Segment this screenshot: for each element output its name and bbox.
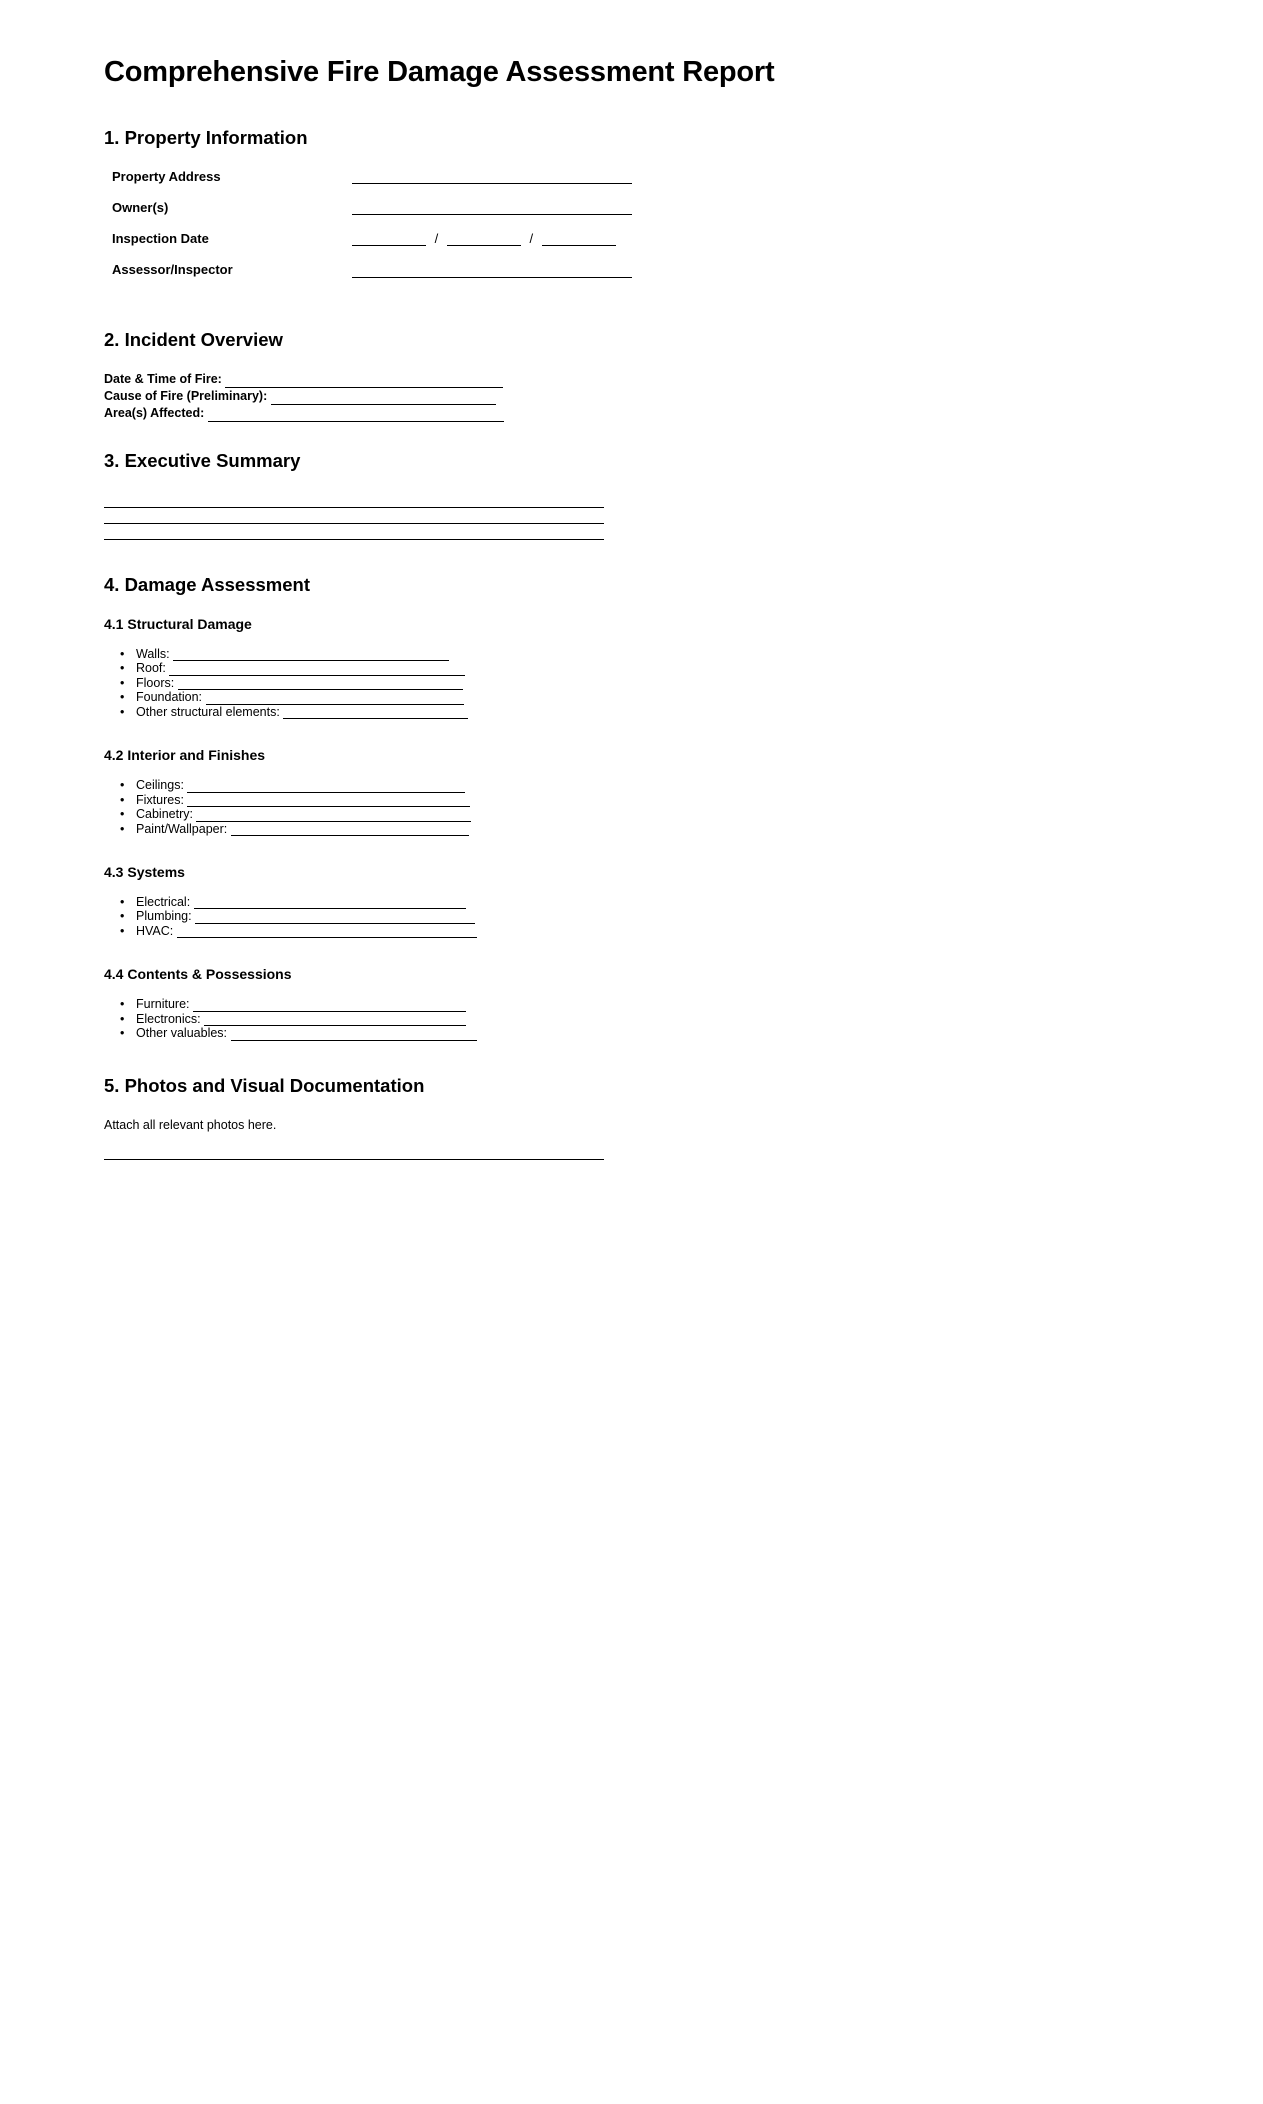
field-input-property-address[interactable] (352, 170, 792, 201)
subsection-heading-interior-and-finishes: 4.2 Interior and Finishes (104, 747, 266, 764)
interior-finishes-field-list (112, 778, 1163, 836)
field-label-foundation: Foundation: (136, 690, 203, 705)
subsection-structural-damage (104, 616, 1163, 719)
fill-rule[interactable] (187, 795, 470, 807)
fill-rule[interactable] (271, 392, 496, 405)
section-heading-incident-overview: 2. Incident Overview (104, 328, 283, 350)
footer-divider (104, 1159, 604, 1160)
subsection-systems (104, 864, 1163, 938)
list-item (112, 647, 1163, 662)
bullet-icon: • (120, 1026, 125, 1041)
field-date-time-of-fire (104, 371, 1163, 388)
field-label-paint-wallpaper: Paint/Wallpaper: (136, 821, 228, 836)
section-heading-damage-assessment: 4. Damage Assessment (104, 573, 311, 595)
list-item (112, 807, 1163, 822)
fill-rule[interactable] (196, 810, 471, 822)
list-item (112, 909, 1163, 924)
field-label-other-valuables: Other valuables: (136, 1026, 228, 1041)
field-label-hvac: HVAC: (136, 923, 174, 938)
field-input-inspection-date[interactable] (352, 232, 792, 263)
field-input-assessor-inspector[interactable] (352, 263, 792, 294)
field-label-furniture: Furniture: (136, 997, 190, 1012)
list-item (112, 822, 1163, 837)
subsection-contents-possessions (104, 966, 1163, 1040)
section-heading-executive-summary: 3. Executive Summary (104, 449, 301, 471)
section-incident-overview (104, 329, 1163, 422)
fill-rule[interactable] (195, 912, 475, 924)
table-row (112, 201, 792, 232)
list-item (112, 705, 1163, 720)
list-item (112, 997, 1163, 1012)
property-information-table (112, 170, 792, 295)
section-heading-property-information: 1. Property Information (104, 127, 308, 149)
bullet-icon: • (120, 704, 125, 719)
field-label-property-address: Property Address (112, 168, 221, 184)
bullet-icon: • (120, 675, 125, 690)
fill-rule[interactable] (193, 1000, 466, 1012)
table-row (112, 170, 792, 201)
bullet-icon: • (120, 1011, 125, 1026)
list-item (112, 895, 1163, 910)
fill-rule[interactable] (352, 170, 632, 184)
fill-rule[interactable] (169, 664, 465, 676)
blank-writing-line[interactable] (104, 508, 604, 524)
field-label-cabinetry: Cabinetry: (136, 807, 193, 821)
field-label-fixtures: Fixtures: (136, 792, 184, 807)
bullet-icon: • (120, 909, 125, 924)
fill-rule[interactable] (283, 707, 468, 719)
field-input-owners[interactable] (352, 201, 792, 232)
section-executive-summary (104, 450, 1163, 540)
blank-writing-line[interactable] (104, 492, 604, 508)
photos-instruction-text: Attach all relevant photos here. (104, 1117, 277, 1132)
field-label-electronics: Electronics: (136, 1011, 201, 1026)
bullet-icon: • (120, 807, 125, 821)
table-row (112, 232, 792, 263)
date-day-rule[interactable] (447, 232, 521, 246)
fill-rule[interactable] (231, 1029, 477, 1041)
bullet-icon: • (120, 778, 125, 792)
section-damage-assessment (104, 574, 1163, 1041)
list-item (112, 1012, 1163, 1027)
bullet-icon: • (120, 923, 125, 938)
list-item (112, 676, 1163, 691)
subsection-interior-and-finishes (104, 747, 1163, 836)
field-cause-of-fire (104, 388, 1163, 405)
field-label-roof: Roof: (136, 661, 166, 676)
field-label-areas-affected: Area(s) Affected: (104, 405, 205, 420)
fill-rule[interactable] (204, 1014, 466, 1026)
fill-rule[interactable] (173, 649, 449, 661)
fill-rule[interactable] (194, 897, 466, 909)
field-label-walls: Walls: (136, 646, 170, 661)
list-item (112, 924, 1163, 939)
blank-writing-line[interactable] (104, 524, 604, 540)
section-heading-photos-documentation: 5. Photos and Visual Documentation (104, 1074, 425, 1096)
subsection-heading-structural-damage: 4.1 Structural Damage (104, 615, 252, 632)
fill-rule[interactable] (352, 201, 632, 215)
table-row (112, 263, 792, 294)
field-label-plumbing: Plumbing: (136, 909, 192, 924)
field-label-owners: Owner(s) (112, 199, 169, 215)
subsection-heading-contents-possessions: 4.4 Contents & Possessions (104, 966, 292, 983)
fill-rule[interactable] (208, 409, 504, 422)
list-item (112, 690, 1163, 705)
date-month-rule[interactable] (352, 232, 426, 246)
fill-rule[interactable] (178, 678, 463, 690)
fill-rule[interactable] (231, 824, 469, 836)
subsection-heading-systems: 4.3 Systems (104, 864, 185, 880)
bullet-icon: • (120, 997, 125, 1012)
field-label-ceilings: Ceilings: (136, 778, 184, 792)
bullet-icon: • (120, 821, 125, 836)
bullet-icon: • (120, 792, 125, 807)
fill-rule[interactable] (352, 264, 632, 278)
list-item (112, 778, 1163, 793)
date-separator-2: / (529, 231, 534, 247)
systems-field-list (112, 895, 1163, 939)
fill-rule[interactable] (225, 375, 503, 388)
field-label-other-structural-elements: Other structural elements: (136, 704, 280, 719)
field-label-inspection-date: Inspection Date (112, 231, 209, 247)
fill-rule[interactable] (206, 693, 464, 705)
field-label-assessor-inspector: Assessor/Inspector (112, 262, 233, 278)
bullet-icon: • (120, 690, 125, 705)
fill-rule[interactable] (177, 926, 477, 938)
date-separator-1: / (434, 231, 439, 247)
fill-rule[interactable] (187, 781, 465, 793)
field-label-electrical: Electrical: (136, 894, 191, 909)
bullet-icon: • (120, 661, 125, 676)
field-label-floors: Floors: (136, 675, 175, 690)
list-item (112, 1026, 1163, 1041)
date-year-rule[interactable] (542, 232, 616, 246)
field-label-cause-of-fire: Cause of Fire (Preliminary): (104, 388, 268, 403)
field-areas-affected (104, 405, 1163, 422)
list-item (112, 661, 1163, 676)
structural-damage-field-list (112, 647, 1163, 720)
page-title: Comprehensive Fire Damage Assessment Report (104, 56, 775, 88)
bullet-icon: • (120, 894, 125, 909)
list-item (112, 793, 1163, 808)
contents-possessions-field-list (112, 997, 1163, 1041)
bullet-icon: • (120, 646, 125, 661)
section-property-information (104, 127, 1163, 294)
field-label-date-time-of-fire: Date & Time of Fire: (104, 371, 222, 386)
section-photos-documentation (104, 1075, 1163, 1160)
executive-summary-writing-area[interactable] (104, 492, 1163, 540)
